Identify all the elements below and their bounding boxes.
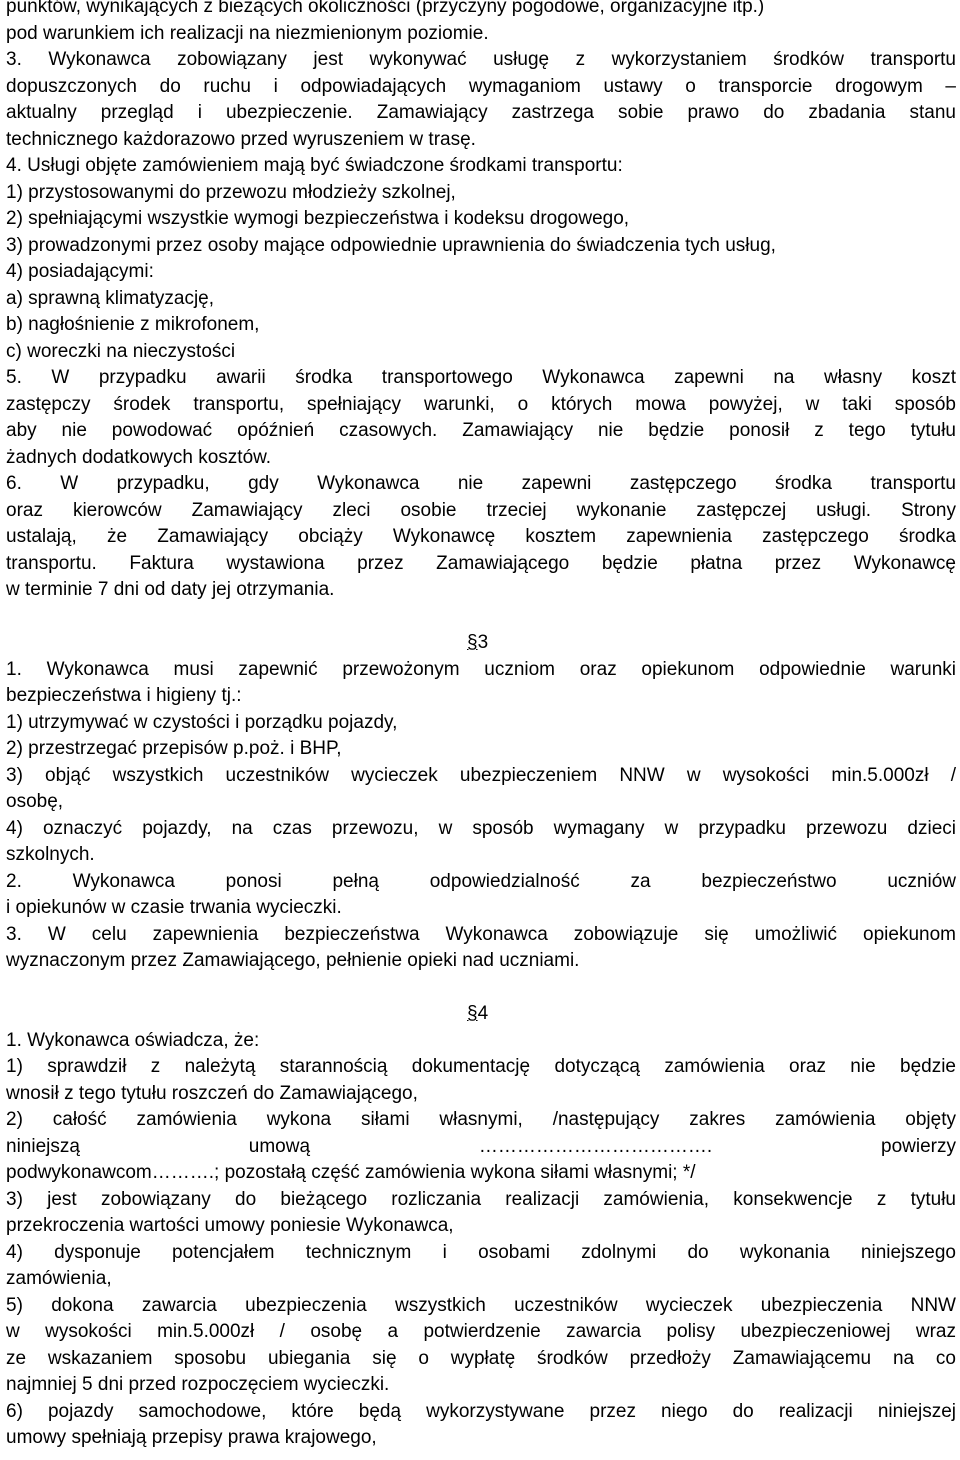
text-line: umowy spełniają przepisy prawa krajowego,	[6, 1427, 377, 1448]
text-line: 1) przystosowanymi do przewozu młodzieży szkolnej,	[6, 181, 456, 203]
text-line: pod warunkiem ich realizacji na niezmienionym poziomie.	[6, 22, 489, 44]
text-line: 3) prowadzonymi przez osoby mające odpowiednie uprawnienia do świadczenia tych usług,	[6, 234, 776, 256]
text-line: 4) posiadającymi:	[6, 261, 154, 282]
section-heading	[6, 630, 956, 657]
text-line: aktualny przegląd i ubezpieczenie. Zamawiający zastrzega sobie prawo do zbadania stanu	[6, 102, 956, 123]
text-line: 3) jest zobowiązany do bieżącego rozliczania realizacji zamówienia, konsekwencje z tytułu	[6, 1188, 956, 1210]
text-line: 6. W przypadku, gdy Wykonawca nie zapewni zastępczego środka transportu	[6, 473, 956, 494]
text-line: najmniej 5 dni przed rozpoczęciem wycieczki.	[6, 1374, 390, 1395]
text-line: w terminie 7 dni od daty jej otrzymania.	[6, 579, 335, 600]
blank-line	[6, 604, 956, 631]
text-line: ze wskazaniem sposobu ubiegania się o wypłatę środków przedłoży Zamawiającemu na co	[6, 1347, 956, 1369]
text-line: podwykonawcom……….; pozostałą część zamówienia wykona siłami własnymi; */	[6, 1162, 696, 1183]
section-mark: §	[467, 1003, 478, 1024]
text-line: bezpieczeństwa i higieny tj.:	[6, 685, 242, 706]
text-line: szkolnych.	[6, 844, 95, 865]
text-line: 2) całość zamówienia wykona siłami własnymi, /następujący zakres zamówienia objęty	[6, 1109, 956, 1130]
text-line: b) nagłośnienie z mikrofonem,	[6, 314, 260, 335]
blank-line	[6, 975, 956, 1002]
text-line: wyznaczonym przez Zamawiającego, pełnienie opieki nad uczniami.	[6, 950, 580, 971]
text-line: 4. Usługi objęte zamówieniem mają być świadczone środkami transportu:	[6, 155, 623, 176]
text-line: a) sprawną klimatyzację,	[6, 287, 215, 309]
text-line: wnosił z tego tytułu roszczeń do Zamawiającego,	[6, 1082, 418, 1104]
text-line: 1. Wykonawca musi zapewnić przewożonym uczniom oraz opiekunom odpowiednie warunki	[6, 658, 956, 680]
text-line: transportu. Faktura wystawiona przez Zamawiającego będzie płatna przez Wykonawcę	[6, 552, 956, 574]
section-mark: §	[467, 632, 478, 653]
text-line: ustalają, że Zamawiający obciąży Wykonawcę kosztem zapewnienia zastępczego środka	[6, 526, 956, 547]
text-line: i opiekunów w czasie trwania wycieczki.	[6, 897, 342, 918]
text-line: c) woreczki na nieczystości	[6, 340, 236, 362]
text-line: 5. W przypadku awarii środka transportowego Wykonawca zapewni na własny koszt	[6, 367, 956, 388]
text-line: oraz kierowców Zamawiający zleci osobie trzeciej wykonanie zastępczej usługi. Strony	[6, 499, 956, 521]
text-line: 1) sprawdził z należytą starannością dokumentację dotyczącą zamówienia oraz nie będzie	[6, 1056, 956, 1077]
text-line: 4) oznaczyć pojazdy, na czas przewozu, w sposób wymagany w przypadku przewozu dzieci	[6, 817, 956, 839]
text-line: żadnych dodatkowych kosztów.	[6, 446, 272, 468]
section-number: 4	[477, 1003, 489, 1024]
text-line: 1) utrzymywać w czystości i porządku pojazdy,	[6, 711, 398, 733]
text-line: przekroczenia wartości umowy poniesie Wykonawca,	[6, 1215, 454, 1236]
text-line: 2) spełniającymi wszystkie wymogi bezpieczeństwa i kodeksu drogowego,	[6, 208, 630, 229]
text-line: 2. Wykonawca ponosi pełną odpowiedzialność za bezpieczeństwo uczniów	[6, 870, 956, 892]
text-line: zastępczy środek transportu, spełniający warunki, o których mowa powyżej, w taki sposób	[6, 393, 956, 415]
document-page	[6, 0, 956, 1452]
text-line: w wysokości min.5.000zł / osobę a potwierdzenie zawarcia polisy ubezpieczeniowej wraz	[6, 1321, 956, 1342]
text-line: technicznego każdorazowo przed wyruszeniem w trasę.	[6, 128, 476, 150]
text-line: 2) przestrzegać przepisów p.poż. i BHP,	[6, 738, 342, 759]
section-number: 3	[477, 632, 489, 653]
section-heading	[6, 1001, 956, 1028]
text-line: 3) objąć wszystkich uczestników wycieczek ubezpieczeniem NNW w wysokości min.5.000zł /	[6, 764, 956, 786]
text-line: osobę,	[6, 791, 64, 812]
text-line: dopuszczonych do ruchu i odpowiadających wymaganiom ustawy o transporcie drogowym –	[6, 75, 956, 97]
text-line: aby nie powodować opóźnień czasowych. Zamawiający nie będzie ponosił z tego tytułu	[6, 420, 956, 441]
text-line: 1. Wykonawca oświadcza, że:	[6, 1029, 260, 1051]
text-line: zamówienia,	[6, 1268, 112, 1289]
text-line: niniejszą umową ………………………………. powierzy	[6, 1135, 956, 1157]
text-line: 6) pojazdy samochodowe, które będą wykorzystywane przez niego do realizacji niniejszej	[6, 1400, 956, 1422]
text-line: 3. Wykonawca zobowiązany jest wykonywać usługę z wykorzystaniem środków transportu	[6, 49, 956, 70]
text-line: 4) dysponuje potencjałem technicznym i osobami zdolnymi do wykonania niniejszego	[6, 1241, 956, 1263]
text-line: punktów, wynikających z bieżących okoliczności (przyczyny pogodowe, organizacyjne itp.)	[6, 0, 765, 17]
text-line: 3. W celu zapewnienia bezpieczeństwa Wykonawca zobowiązuje się umożliwić opiekunom	[6, 923, 956, 945]
text-line: 5) dokona zawarcia ubezpieczenia wszystkich uczestników wycieczek ubezpieczenia NNW	[6, 1294, 956, 1316]
